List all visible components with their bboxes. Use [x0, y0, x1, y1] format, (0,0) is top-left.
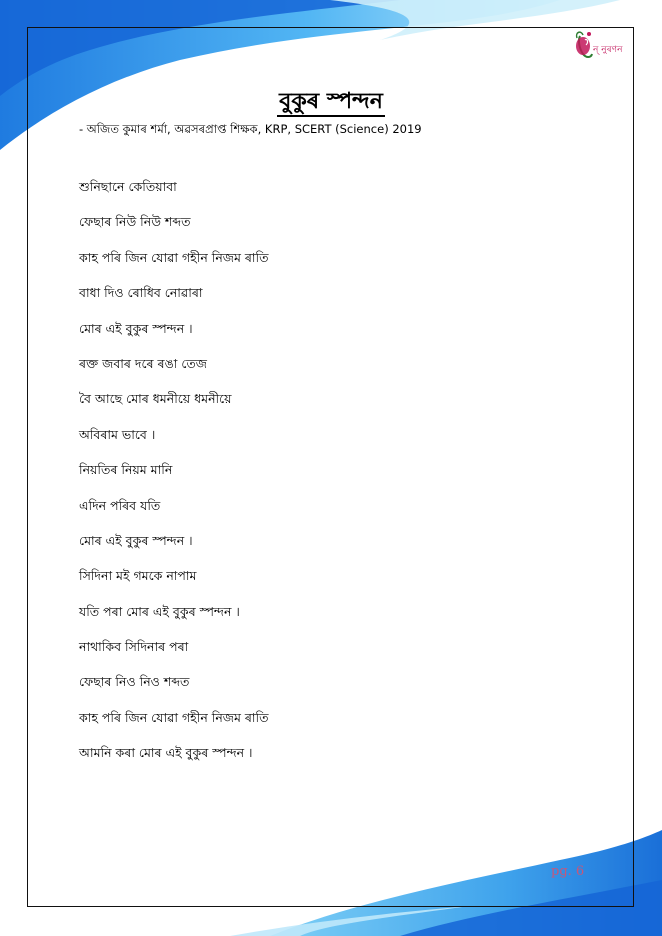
poem-line: আমনি কৰা মোৰ এই বুকুৰ স্পন্দন ।	[79, 745, 253, 761]
poem-line: ৰক্ত জবাৰ দৰে ৰঙা তেজ	[79, 355, 207, 371]
poem-line: শুনিছানে কেতিয়াবা	[79, 179, 177, 194]
title-text: বুকুৰ স্পন্দন	[277, 89, 385, 117]
logo-text: ন্ নুৰণন	[593, 45, 623, 55]
poem-line: ফেছাৰ নিউ নিউ শব্দত	[79, 214, 191, 230]
poem-line: মোৰ এই বুকুৰ স্পন্দন ।	[79, 532, 193, 548]
poem-line: নিয়তিৰ নিয়ম মানি	[79, 462, 173, 478]
poem-line: ফেছাৰ নিও নিও শব্দত	[79, 674, 190, 690]
poem-line: সিদিনা মই গমকে নাপাম	[79, 568, 197, 584]
poem-line: মোৰ এই বুকুৰ স্পন্দন ।	[79, 320, 193, 336]
poem-line: কাহ পৰি জিন যোৱা গহীন নিজম ৰাতি	[79, 249, 269, 265]
poem-line: বাধা দিও ৰোধিব নোৱাৰা	[79, 285, 203, 301]
poem-line: অবিৰাম ভাবে ।	[79, 426, 156, 442]
page-title	[0, 84, 662, 121]
poem-line: নাথাকিব সিদিনাৰ পৰা	[79, 639, 189, 655]
poem-line: যতি পৰা মোৰ এই বুকুৰ স্পন্দন ।	[79, 603, 240, 619]
page-number: pg. 6	[551, 864, 585, 879]
poem-line: এদিন পৰিব যতি	[79, 497, 161, 513]
poem-line: বৈ আছে মোৰ ধমনীয়ে ধমনীয়ে	[79, 391, 232, 407]
author-credit: - অজিত কুমাৰ শৰ্মা, অৱসৰপ্ৰাপ্ত শিক্ষক, KRP, SCERT (Science) 2019	[79, 122, 422, 136]
poem-line: কাহ পৰি জিন যোৱা গহীন নিজম ৰাতি	[79, 709, 269, 725]
poem-body	[79, 178, 269, 780]
